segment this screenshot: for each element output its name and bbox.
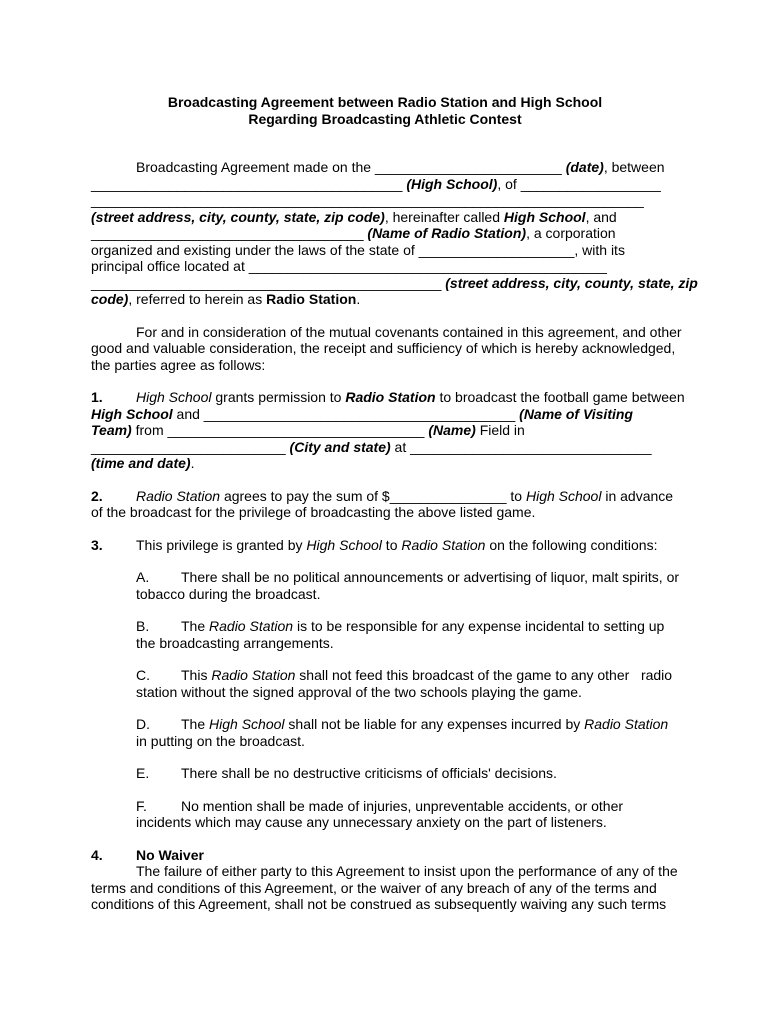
section-1: 1. High School grants permission to Radio Station to broadcast the football game between High School and ________________________________________ (Name of Visiting Team) from _________________________________ (Name) Field in _________________________ (City and state) at _______________________________ (time and date).	[91, 389, 685, 471]
section-4: 4. No Waiver The failure of either party to this Agreement to insist upon the performance of any of the terms and conditions of this Agreement, or the waiver of any breach of any of the terms and conditions of this Agreement, shall not be construed as subsequently waiving any such terms	[91, 846, 678, 912]
consideration-paragraph: For and in consideration of the mutual covenants contained in this agreement, and other good and valuable consideration, the receipt and sufficiency of which is hereby acknowledged, the parties agree as follows:	[91, 323, 682, 373]
section-3: 3. This privilege is granted by High School to Radio Station on the following conditions: A. There shall be no political announcements or advertising of liquor, malt spirits, or tobacco during the broadcast. B. The Radio Station is to be responsible for any expense incidental to setting up the broadcasting arrangements. C. This Radio Station shall not feed this broadcast of the game to any other radio station without the signed approval of the two schools playing the game. D. The High School shall not be liable for any expenses incurred by Radio Station in putting on the broadcast. E. There shall be no destructive criticisms of officials' decisions. F. No mention shall be made of injuries, unpreventable accidents, or other incidents which may cause any unnecessary anxiety on the part of listeners.	[91, 536, 680, 830]
document-title	[0, 94, 770, 127]
condition-b: B. The Radio Station is to be responsible for any expense incidental to setting up the broadcasting arrangements.	[136, 618, 665, 651]
document-body	[91, 159, 698, 913]
condition-f: F. No mention shall be made of injuries, unpreventable accidents, or other incidents which may cause any unnecessary anxiety on the part of listeners.	[136, 797, 624, 830]
section-number: 4.	[91, 846, 103, 863]
intro-paragraph: Broadcasting Agreement made on the ________________________ (date), between ________________________________________ (High School), of __________________ _______________________________________________________________________ (street address, city, county, state, zip code), hereinafter called High School, and ___________________________________ (Name of Radio Station), a corporation organized and existing under the laws of the state of ____________________, with its principal office located at ______________________________________________ _____________________________________________ (street address, city, county, state, zip code), referred to herein as Radio Station.	[91, 159, 698, 307]
section-number: 1.	[91, 389, 103, 405]
title-line-1: Broadcasting Agreement between Radio Station and High School	[167, 94, 603, 110]
section-2: 2. Radio Station agrees to pay the sum of $_______________ to High School in advance of the broadcast for the privilege of broadcasting the above listed game.	[91, 487, 674, 520]
condition-e: E. There shall be no destructive criticisms of officials' decisions.	[136, 765, 557, 781]
condition-c: C. This Radio Station shall not feed this broadcast of the game to any other radio station without the signed approval of the two schools playing the game.	[136, 667, 673, 700]
section-heading: No Waiver	[136, 846, 204, 863]
condition-a: A. There shall be no political announcements or advertising of liquor, malt spirits, or tobacco during the broadcast.	[136, 569, 680, 602]
section-number: 2.	[91, 487, 103, 504]
title-line-2: Regarding Broadcasting Athletic Contest	[248, 110, 522, 127]
condition-d: D. The High School shall not be liable for any expenses incurred by Radio Station in putting on the broadcast.	[136, 716, 669, 749]
section-number: 3.	[91, 536, 103, 553]
